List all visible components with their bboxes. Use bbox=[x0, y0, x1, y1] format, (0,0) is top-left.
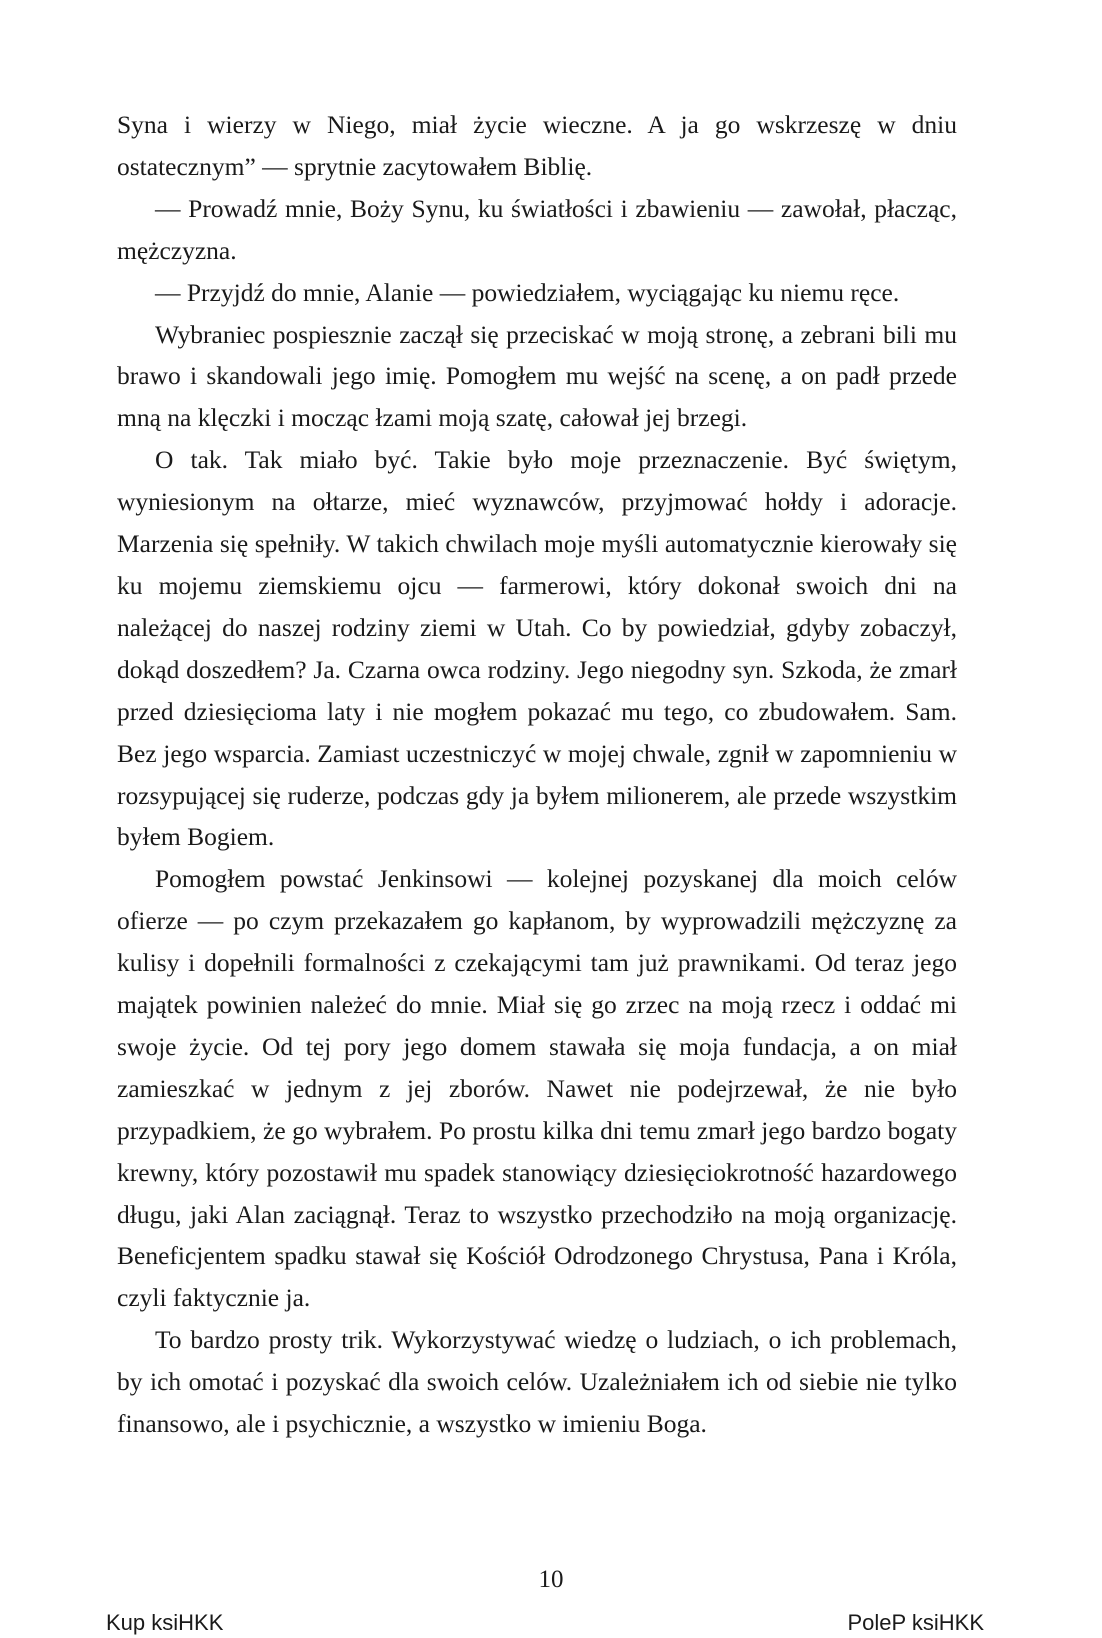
page-number: 10 bbox=[538, 1566, 564, 1593]
recommend-book-link[interactable]: PoleP ksiHKK bbox=[847, 1610, 984, 1635]
paragraph-chosen-one: Wybraniec pospiesznie zaczął się przeciskać w moją stronę, a zebrani bili mu brawo i skandowali jego imię. Pomogłem mu wejść na scenę, a on padł przede mną na klęczki i mocząc łzami moją szatę, całował jej brzegi. bbox=[117, 319, 957, 433]
paragraph-jenkins: Pomogłem powstać Jenkinsowi — kolejnej pozyskanej dla moich celów ofierze — po czym przekazałem go kapłanom, by wyprowadzili mężczyznę za kulisy i dopełnili formalności z czekającymi tam już prawnikami. Od teraz jego majątek powinien należeć do mnie. Miał się go zrzec na moją rzecz i oddać mi swoje życie. Od tej pory jego domem stawała się moja fundacja, a on miał zamieszkać w jednym z jej zborów. Nawet nie podejrzewał, że nie było przypadkiem, że go wybrałem. Po prostu kilka dni temu zmarł jego bardzo bogaty krewny, który pozostawił mu spadek stanowiący dziesięciokrotność hazardowego długu, jaki Alan zaciągnął. Teraz to wszystko przechodziło na moją organizację. Beneficjentem spadku stawał się Kościół Odrodzonego Chrystusa, Pana i Króla, czyli faktycznie ja. bbox=[117, 864, 957, 1313]
paragraph-dialogue-1: — Prowadź mnie, Boży Synu, ku światłości i zbawieniu — zawołał, płacząc, mężczyzna. bbox=[117, 193, 957, 265]
paragraph-destiny: O tak. Tak miało być. Takie było moje przeznaczenie. Być świętym, wyniesionym na ołtarze, mieć wyznawców, przyjmować hołdy i adoracje. Marzenia się spełniły. W takich chwilach moje myśli automatycznie kierowały się ku mojemu ziemskiemu ojcu — farmerowi, który dokonał swoich dni na należącej do naszej rodziny ziemi w Utah. Co by powiedział, gdyby zobaczył, dokąd doszedłem? Ja. Czarna owca rodziny. Jego niegodny syn. Szkoda, że zmarł przed dziesięcioma laty i nie mogłem pokazać mu tego, co zbudowałem. Sam. Bez jego wsparcia. Zamiast uczestniczyć w mojej chwale, zgnił w zapomnieniu w rozsypującej się ruderze, podczas gdy ja byłem milionerem, ale przede wszystkim byłem Bogiem. bbox=[117, 445, 957, 852]
book-page-body bbox=[117, 104, 957, 1445]
paragraph-trick: To bardzo prosty trik. Wykorzystywać wiedzę o ludziach, o ich problemach, by ich omotać i pozyskać dla swoich celów. Uzależniałem ich od siebie nie tylko finansowo, ale i psychicznie, a wszystko w imieniu Boga. bbox=[117, 1325, 957, 1439]
paragraph-continued: Syna i wierzy w Niego, miał życie wieczne. A ja go wskrzeszę w dniu ostatecznym” — sprytnie zacytowałem Biblię. bbox=[117, 110, 957, 181]
paragraph-dialogue-2: — Przyjdź do mnie, Alanie — powiedziałem, wyciągając ku niemu ręce. bbox=[155, 277, 900, 307]
buy-book-link[interactable]: Kup ksiHKK bbox=[106, 1610, 224, 1635]
